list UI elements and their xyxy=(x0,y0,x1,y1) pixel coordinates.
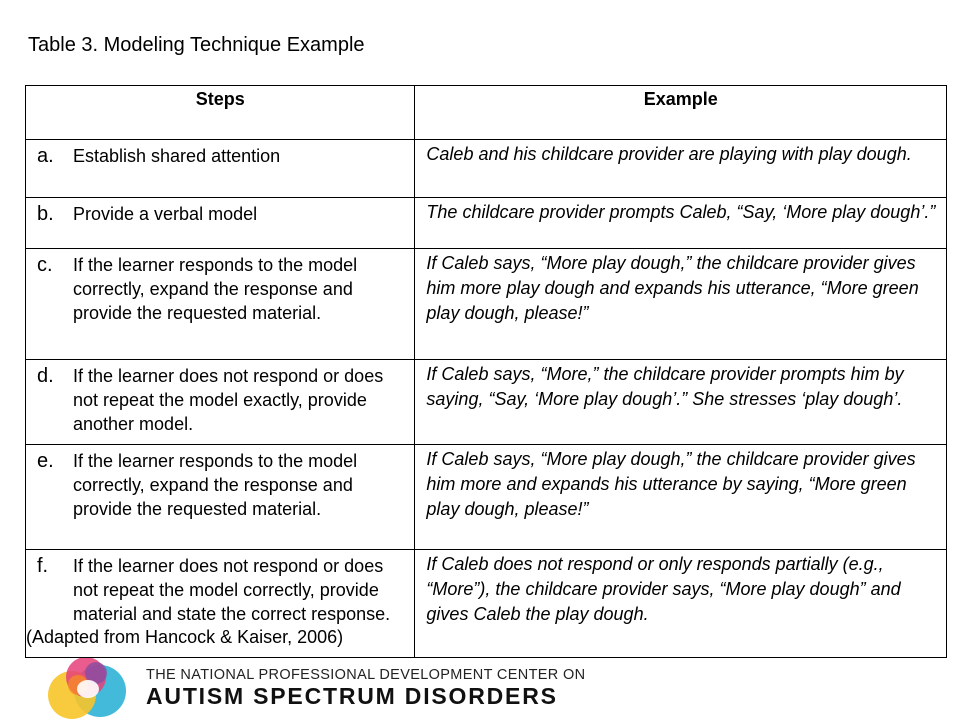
step-cell xyxy=(26,140,415,198)
source-note: (Adapted from Hancock & Kaiser, 2006) xyxy=(26,627,344,647)
step-letter: f. xyxy=(37,555,49,577)
example-cell: The childcare provider prompts Caleb, “Say, ‘More play dough’.” xyxy=(415,198,947,249)
step-text: If the learner does not respond or does not repeat the model correctly, provide material and state the correct response. xyxy=(73,556,391,624)
header-steps: Steps xyxy=(26,86,415,140)
example-cell: If Caleb says, “More,” the childcare provider prompts him by saying, “Say, ‘More play dough’.” She stresses ‘play dough’. xyxy=(415,360,947,445)
table-row xyxy=(26,445,947,550)
table-header-row xyxy=(26,86,947,140)
org-name-line1: THE NATIONAL PROFESSIONAL DEVELOPMENT CENTER ON xyxy=(146,667,586,683)
step-text: If the learner does not respond or does not repeat the model exactly, provide another model. xyxy=(73,366,384,434)
step-cell xyxy=(26,360,415,445)
step-text: If the learner responds to the model correctly, expand the response and provide the requested material. xyxy=(73,451,358,519)
step-letter: e. xyxy=(37,450,54,472)
overlapping-circles-logo-icon xyxy=(38,655,138,720)
logo-highlight xyxy=(77,680,99,698)
step-letter: a. xyxy=(37,145,54,167)
example-cell: If Caleb says, “More play dough,” the childcare provider gives him more play dough and expands his utterance, “More green play dough, please!” xyxy=(415,249,947,360)
example-cell: Caleb and his childcare provider are playing with play dough. xyxy=(415,140,947,198)
table-row xyxy=(26,198,947,249)
step-cell xyxy=(26,445,415,550)
step-text: Provide a verbal model xyxy=(73,204,258,224)
step-cell xyxy=(26,198,415,249)
example-cell: If Caleb says, “More play dough,” the childcare provider gives him more and expands his utterance by saying, “More green play dough, please!” xyxy=(415,445,947,550)
step-cell xyxy=(26,249,415,360)
modeling-technique-table xyxy=(25,85,947,658)
step-letter: d. xyxy=(37,365,54,387)
table-caption: Table 3. Modeling Technique Example xyxy=(28,34,365,56)
table-row xyxy=(26,360,947,445)
org-name-line2: AUTISM SPECTRUM DISORDERS xyxy=(146,683,558,709)
table-row xyxy=(26,140,947,198)
step-text: Establish shared attention xyxy=(73,146,281,166)
step-letter: c. xyxy=(37,254,53,276)
example-cell: If Caleb does not respond or only responds partially (e.g., “More”), the childcare provider says, “More play dough” and gives Caleb the play dough. xyxy=(415,550,947,658)
header-example: Example xyxy=(415,86,947,140)
step-text: If the learner responds to the model correctly, expand the response and provide the requested material. xyxy=(73,255,358,323)
step-letter: b. xyxy=(37,203,54,225)
table-row xyxy=(26,249,947,360)
